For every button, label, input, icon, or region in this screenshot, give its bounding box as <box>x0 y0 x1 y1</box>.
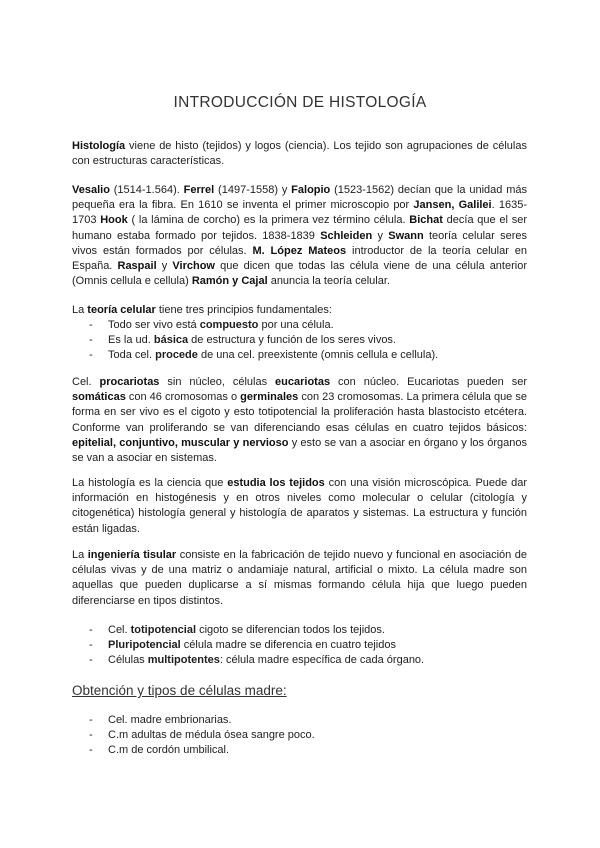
term: Hook <box>100 214 128 227</box>
term: Schleiden <box>320 229 373 242</box>
term: teoría celular <box>87 304 156 316</box>
list-item: - Pluripotencial célula madre se diferencia en cuatro tejidos <box>89 639 396 652</box>
term: somáticas <box>72 391 126 404</box>
section-heading: Obtención y tipos de células madre: <box>72 683 287 698</box>
stem-cell-potency-list <box>72 623 532 669</box>
list-item: - Es la ud. básica de estructura y función de los seres vivos. <box>89 334 396 347</box>
term: Raspail <box>117 260 157 273</box>
list-item: - C.m de cordón umbilical. <box>89 744 230 757</box>
paragraph-definition: Histología viene de histo (tejidos) y logos (ciencia). Los tejido son agrupaciones de células con estructuras características. <box>72 140 527 168</box>
term: procariotas <box>99 376 160 388</box>
term: ingeniería tisular <box>87 549 177 561</box>
page-title: INTRODUCCIÓN DE HISTOLOGÍA <box>173 94 427 111</box>
paragraph-histology-definition: La histología es la ciencia que estudia los tejidos con una visión microscópica. Puede dar información en histogénesis y en otros niveles como molecular o celular (citología y citogenética) histología general y histología de aparatos y sistemas. La estructura y función están ligadas. <box>72 477 528 535</box>
term: M. López Mateos <box>252 244 347 257</box>
term: Vesalio <box>72 184 110 196</box>
term: Swann <box>388 229 424 242</box>
term: Ferrel <box>183 184 215 196</box>
paragraph-cell-theory-intro: La teoría celular tiene tres principios fundamentales: <box>72 304 332 316</box>
term: Ramón y Cajal <box>191 275 268 288</box>
term: estudia los tejidos <box>227 477 325 489</box>
term: Virchow <box>172 260 215 273</box>
paragraph-history: Vesalio (1514-1.564). Ferrel (1497-1558) y Falopio (1523-1562) decían que la unidad más pequeña era la fibra. En 1610 se inventa el primer microscopio por Jansen, Galilei. 1635-1703 Hook ( la lámina de corcho) es la primera vez término célula. Bichat decía que el ser humano estaba formado por tejidos. 1838-1839 Schleiden y Swann teoría celular seres vivos están formados por células. M. López Mateos introductor de la teoría celular en España. Raspail y Virchow que dicen que todas las célula viene de una célula anterior (Omnis cellula e cellula) Ramón y Cajal anuncia la teoría celular. <box>72 184 527 288</box>
list-item: - Toda cel. procede de una cel. preexistente (omnis cellula e cellula). <box>89 349 439 362</box>
term: Jansen, Galilei <box>413 199 492 212</box>
term: epitelial, conjuntivo, muscular y nervioso <box>72 436 289 449</box>
cell-theory-principles-list <box>72 318 532 364</box>
list-item: - C.m adultas de médula ósea sangre poco. <box>89 729 315 742</box>
list-item: - Cel. totipotencial cigoto se diferencian todos los tejidos. <box>89 624 385 636</box>
list-item: - Cel. madre embrionarias. <box>89 714 232 726</box>
paragraph-cell-types: Cel. procariotas sin núcleo, células eucariotas con núcleo. Eucariotas pueden ser somáticas con 46 cromosomas o germinales con 23 cromosomas. La primera célula que se forma en ser vivo es el cigoto y esto totipotencial la proliferación hasta blastocisto etcétera. Conforme van proliferando se van diferenciando esas células en cuatro tejidos básicos: epitelial, conjuntivo, muscular y nervioso y esto se van a asociar en órgano y los órganos se van a asociar en sistemas. <box>72 376 527 465</box>
term: Falopio <box>291 184 331 196</box>
list-item: - Todo ser vivo está compuesto por una célula. <box>89 319 334 331</box>
term: Histología <box>72 140 126 152</box>
term: Bichat <box>409 214 443 227</box>
paragraph-tissue-engineering: La ingeniería tisular consiste en la fabricación de tejido nuevo y funcional en asociación de células vivas y de una matriz o andamiaje natural, artificial o mixto. La célula madre son aquellas que pueden duplicarse a sí mismas formando célula hija que luego pueden diferenciarse en tipos distintos. <box>72 549 527 607</box>
term: eucariotas <box>275 376 331 388</box>
term: germinales <box>240 391 299 404</box>
stem-cell-sources-list <box>72 713 532 759</box>
list-item: - Células multipotentes: célula madre específica de cada órgano. <box>89 654 425 667</box>
